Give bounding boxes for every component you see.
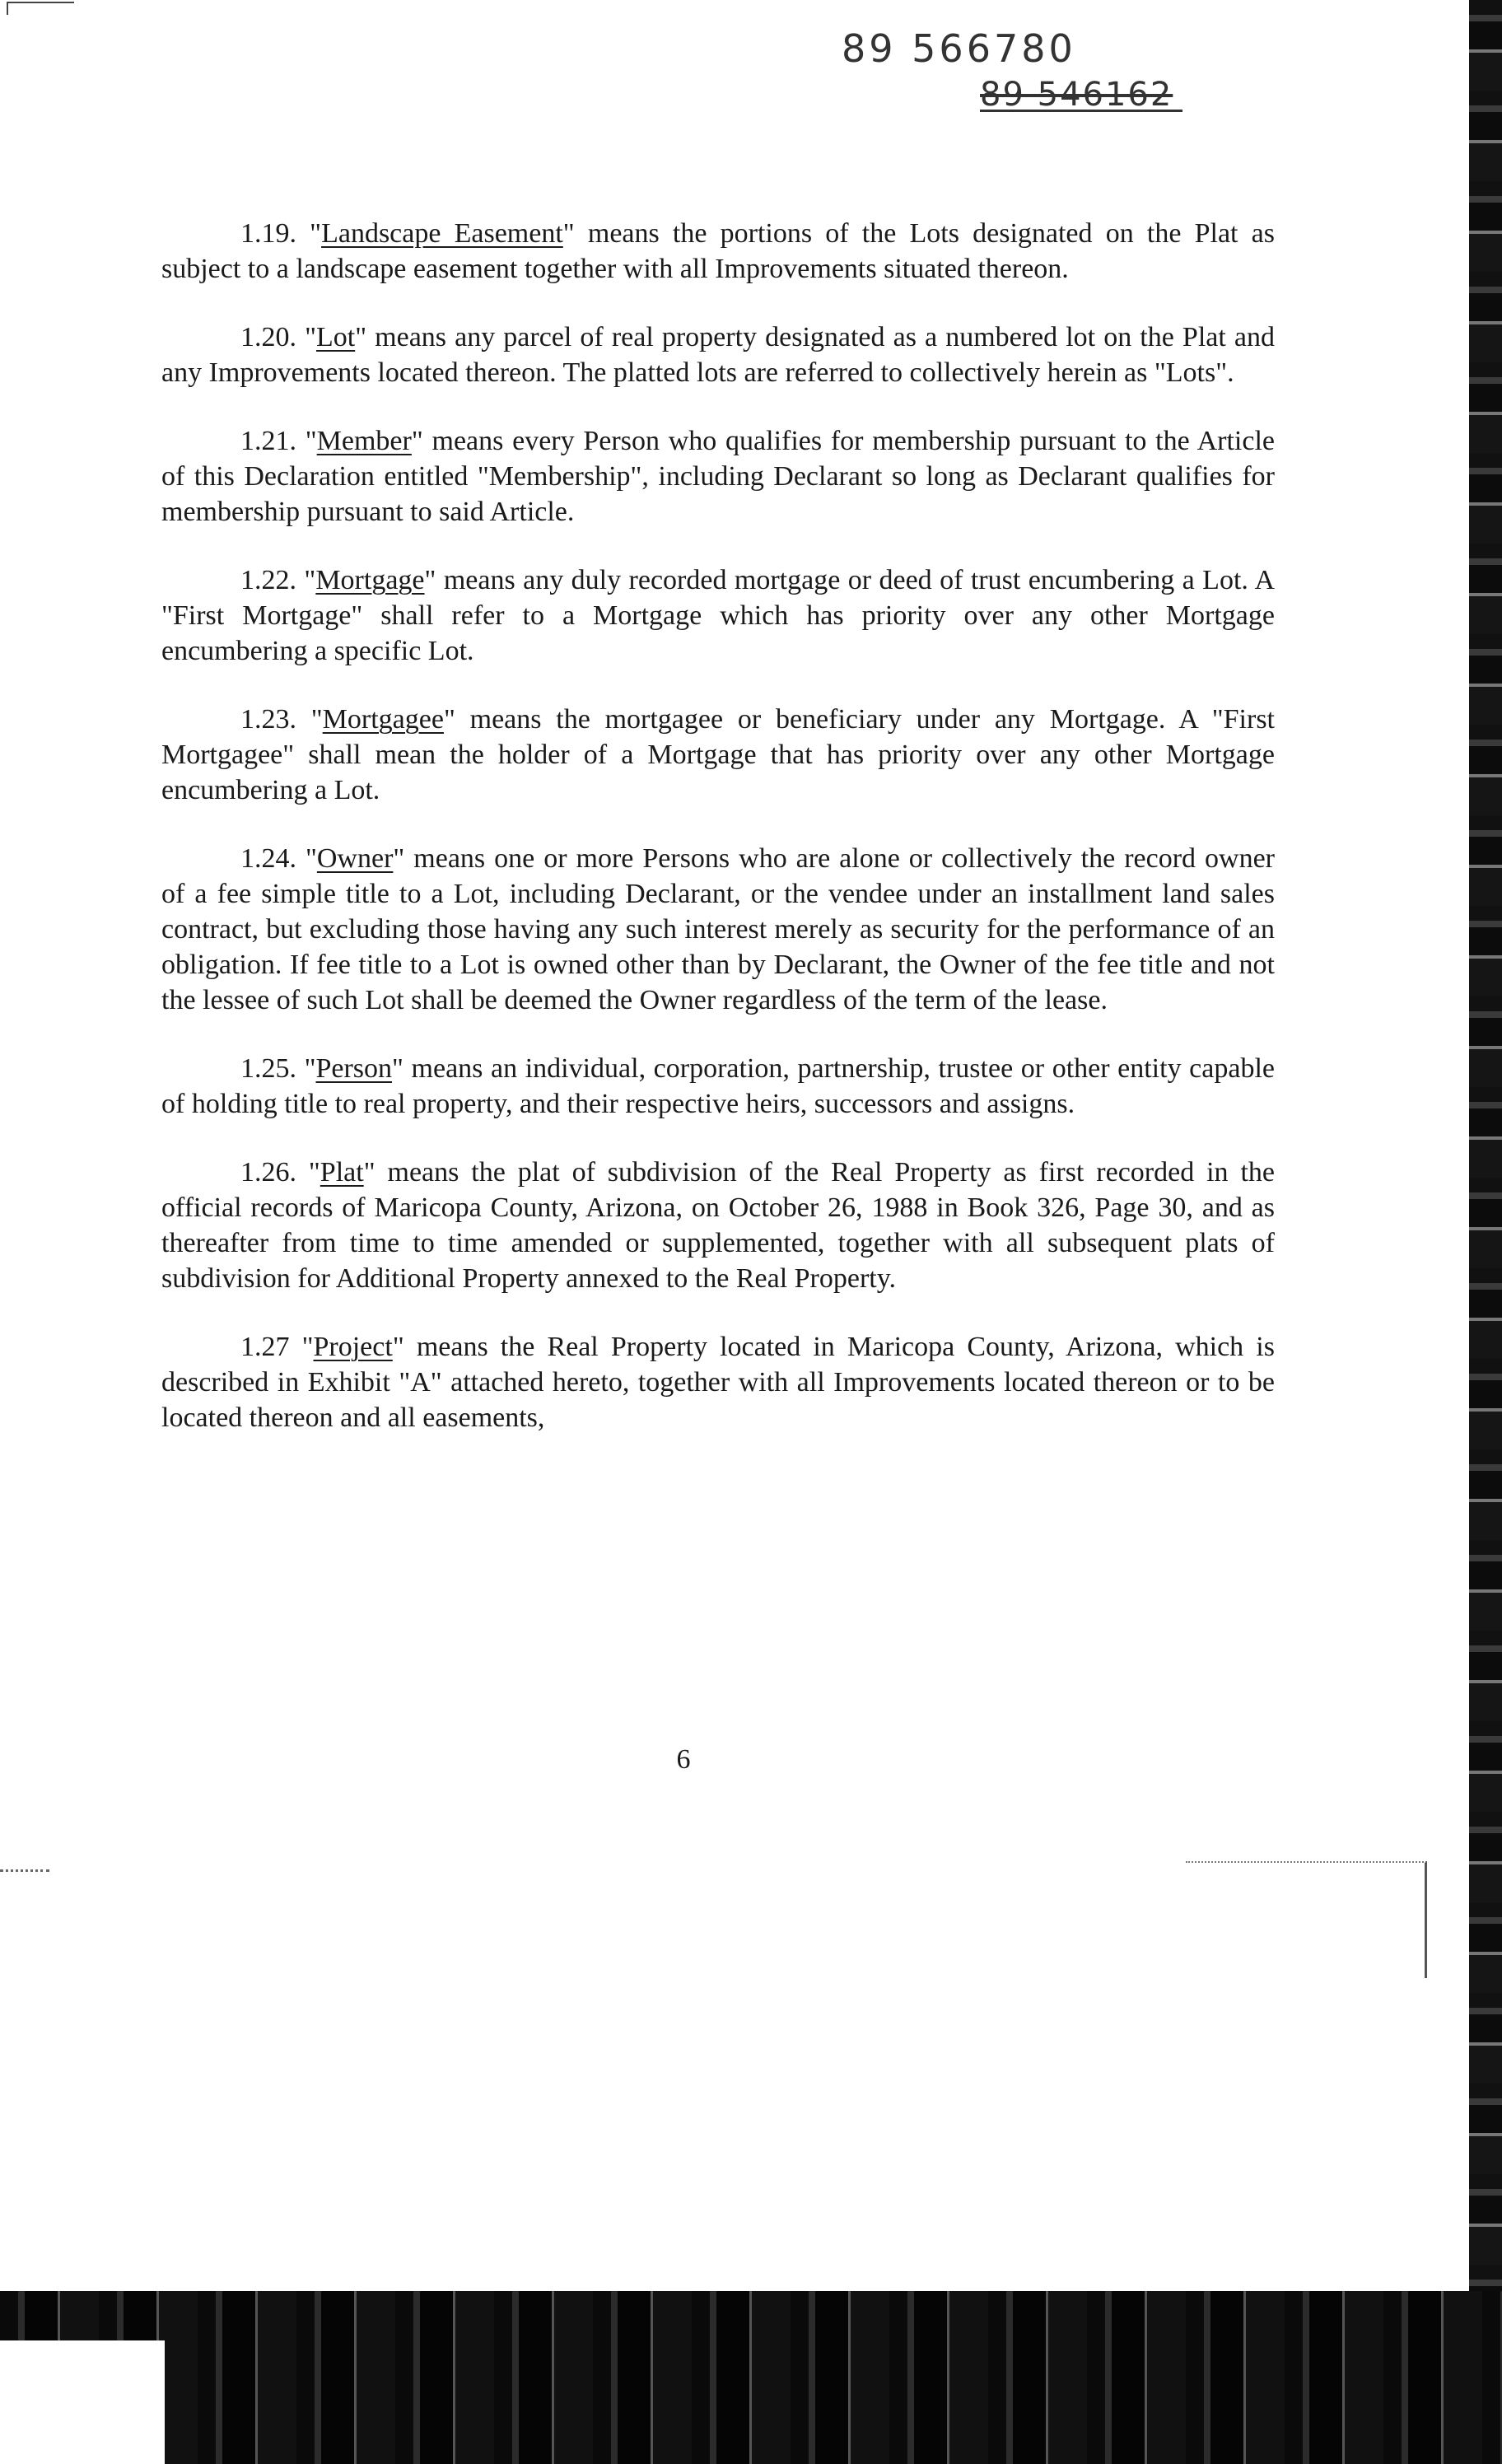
section-number: 1.23.: [240, 704, 296, 735]
defined-term: Mortgagee: [322, 704, 444, 735]
definition-paragraph: 1.22. "Mortgage" means any duly recorded mortgage or deed of trust encumbering a Lot. A "First Mortgage" shall refer to a Mortgage which has priority over any other Mortgage encumbering a specific Lot.: [161, 565, 1276, 666]
definition-paragraph: 1.21. "Member" means every Person who qualifies for membership pursuant to the Article of this Declaration entitled "Membership", including Declarant so long as Declarant qualifies for membership pursuant to said Article.: [161, 426, 1276, 527]
section-number: 1.22.: [240, 565, 296, 595]
struck-document-number: 89 546162: [980, 76, 1173, 114]
scan-blank-corner: [0, 2340, 165, 2464]
definitions-body: [161, 216, 1275, 1468]
section-number: 1.27: [240, 1332, 290, 1362]
defined-term: Person: [315, 1053, 393, 1084]
definition-text: means the plat of subdivision of the Real Property as first recorded in the official records of Maricopa County, Arizona, on October 26, 1988 in Book 326, Page 30, and as thereafter from time to time amended or supplemented, together with all subsequent plats of subdivision for Additional Property annexed to the Real Property.: [161, 1157, 1275, 1294]
section-number: 1.21.: [240, 426, 296, 456]
scan-edge-right: [1469, 0, 1502, 2464]
definition-text: means every Person who qualifies for membership pursuant to the Article of this Declaration entitled "Membership", including Declarant so long as Declarant qualifies for membership pursuant to said Article.: [161, 426, 1276, 527]
defined-term: Member: [316, 426, 412, 456]
definition-text: means any parcel of real property designated as a numbered lot on the Plat and any Improvements located thereon. The platted lots are referred to collectively herein as "Lots".: [161, 322, 1275, 388]
definition-paragraph: 1.26. "Plat" means the plat of subdivision of the Real Property as first recorded in the official records of Maricopa County, Arizona, on October 26, 1988 in Book 326, Page 30, and as thereafter from time to time amended or supplemented, together with all subsequent plats of subdivision for Additional Property annexed to the Real Property.: [161, 1157, 1275, 1294]
definition-paragraph: 1.27 "Project" means the Real Property located in Maricopa County, Arizona, which is described in Exhibit "A" attached hereto, together with all Improvements located thereon or to be located thereon and all easements,: [161, 1332, 1275, 1433]
scan-corner-mark: [7, 2, 74, 15]
section-number: 1.19.: [240, 218, 296, 249]
definition-paragraph: 1.20. "Lot" means any parcel of real property designated as a numbered lot on the Plat and any Improvements located thereon. The platted lots are referred to collectively herein as "Lots".: [161, 322, 1275, 388]
definition-text: means any duly recorded mortgage or deed of trust encumbering a Lot. A "First Mortgage" shall refer to a Mortgage which has priority over any other Mortgage encumbering a specific Lot.: [161, 565, 1276, 666]
section-number: 1.25.: [240, 1053, 296, 1084]
definition-paragraph: 1.19. "Landscape Easement" means the portions of the Lots designated on the Plat as subject to a landscape easement together with all Improvements situated thereon.: [161, 218, 1276, 284]
defined-term: Lot: [315, 322, 356, 352]
definition-paragraph: 1.25. "Person" means an individual, corporation, partnership, trustee or other entity capable of holding title to real property, and their respective heirs, successors and assigns.: [161, 1053, 1275, 1119]
definition-text: means one or more Persons who are alone or collectively the record owner of a fee simple title to a Lot, including Declarant, or the vendee under an installment land sales contract, but excluding those having any such interest merely as security for the performance of an obligation. If fee title to a Lot is owned other than by Declarant, the Owner of the fee title and not the lessee of such Lot shall be deemed the Owner regardless of the term of the lease.: [161, 843, 1275, 1015]
defined-term: Mortgage: [315, 565, 425, 595]
document-number-stamp: 89 566780: [842, 26, 1076, 71]
definition-text: means the mortgagee or beneficiary under any Mortgage. A "First Mortgagee" shall mean the holder of a Mortgage that has priority over any other Mortgage encumbering a Lot.: [161, 704, 1275, 805]
scan-artifact-left: [0, 1869, 49, 1872]
definition-text: means the Real Property located in Maricopa County, Arizona, which is described in Exhibit "A" attached hereto, together with all Improvements located thereon or to be located thereon and all easements,: [161, 1332, 1275, 1433]
definition-paragraph: 1.23. "Mortgagee" means the mortgagee or beneficiary under any Mortgage. A "First Mortgagee" shall mean the holder of a Mortgage that has priority over any other Mortgage encumbering a Lot.: [161, 704, 1275, 805]
section-number: 1.26.: [240, 1157, 296, 1188]
definition-text: means an individual, corporation, partnership, trustee or other entity capable of holding title to real property, and their respective heirs, successors and assigns.: [161, 1053, 1275, 1119]
section-number: 1.20.: [240, 322, 296, 352]
defined-term: Plat: [320, 1157, 364, 1188]
defined-term: Owner: [316, 843, 394, 874]
section-number: 1.24.: [240, 843, 296, 874]
defined-term: Project: [313, 1332, 393, 1362]
scan-artifact-marks: [1186, 1861, 1427, 1978]
page-number: 6: [676, 1744, 691, 1775]
definition-paragraph: 1.24. "Owner" means one or more Persons who are alone or collectively the record owner of a fee simple title to a Lot, including Declarant, or the vendee under an installment land sales contract, but excluding those having any such interest merely as security for the performance of an obligation. If fee title to a Lot is owned other than by Declarant, the Owner of the fee title and not the lessee of such Lot shall be deemed the Owner regardless of the term of the lease.: [161, 843, 1275, 1015]
definition-text: means the portions of the Lots designated on the Plat as subject to a landscape easement together with all Improvements situated thereon.: [161, 218, 1276, 284]
scan-edge-bottom: [0, 2291, 1502, 2464]
defined-term: Landscape Easement: [321, 218, 563, 249]
